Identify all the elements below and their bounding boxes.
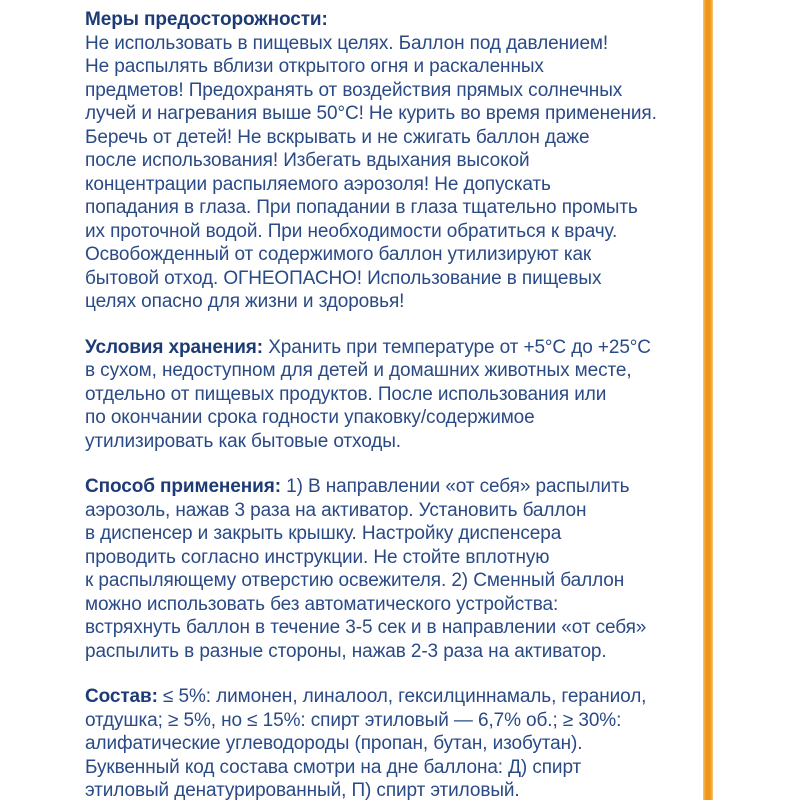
text-line: утилизировать как бытовые отходы. xyxy=(85,430,401,452)
text-run: 1) В направлении «от себя» распылить xyxy=(286,476,630,497)
text-line: встряхнуть баллон в течение 3-5 сек и в направлении «от себя» xyxy=(85,617,647,638)
orange-accent-line xyxy=(703,0,713,800)
text-line: концентрации распыляемого аэрозоля! Не допускать xyxy=(85,173,551,195)
text-run: Хранить при температуре от +5°C до +25°C xyxy=(268,336,651,358)
text-line: можно использовать без автоматического устройства: xyxy=(85,593,559,615)
text-line: проводить согласно инструкции. Не стойте вплотную xyxy=(85,546,550,568)
text-line: целях опасно для жизни и здоровья! xyxy=(85,291,405,312)
text-line: Беречь от детей! Не вскрывать и не сжигать баллон даже xyxy=(85,126,590,148)
text-line: к распыляющему отверстию освежителя. 2) Сменный баллон xyxy=(85,570,625,591)
text-line xyxy=(85,475,657,499)
text-line: после использования! Избегать вдыхания высокой xyxy=(85,150,530,171)
text-line: лучей и нагревания выше 50°C! Не курить во время применения. xyxy=(85,103,657,124)
text-run: ≤ 5%: лимонен, линалоол, гексилциннамаль, гераниол, xyxy=(163,686,647,707)
text-line: предметов! Предохранять от воздействия прямых солнечных xyxy=(85,79,623,101)
precautions-heading: Меры предосторожности: xyxy=(85,9,328,30)
text-line: бытовой отход. ОГНЕОПАСНО! Использование в пищевых xyxy=(85,267,602,289)
section-precautions xyxy=(85,8,657,314)
text-line: распылить в разные стороны, нажав 2-3 раза на активатор. xyxy=(85,640,607,662)
text-line: Не распылять вблизи открытого огня и раскаленных xyxy=(85,56,544,77)
text-line: попадания в глаза. При попадании в глаза тщательно промыть xyxy=(85,197,638,218)
text-line: отдельно от пищевых продуктов. После использования или xyxy=(85,383,607,405)
text-line: алифатические углеводороды (пропан, бутан, изобутан). xyxy=(85,733,583,754)
text-line: Буквенный код состава смотри на дне баллона: Д) спирт xyxy=(85,756,582,778)
usage-heading: Способ применения: xyxy=(85,476,281,497)
storage-heading: Условия хранения: xyxy=(85,336,263,358)
text-line: аэрозоль, нажав 3 раза на активатор. Установить баллон xyxy=(85,499,587,521)
text-line: в сухом, недоступном для детей и домашних животных месте, xyxy=(85,360,632,381)
text-line xyxy=(85,685,657,709)
section-usage xyxy=(85,475,657,663)
text-line: по окончании срока годности упаковку/содержимое xyxy=(85,407,535,428)
text-line: отдушка; ≥ 5%, но ≤ 15%: спирт этиловый — 6,7% об.; ≥ 30%: xyxy=(85,709,622,731)
text-line: в диспенсер и закрыть крышку. Настройку диспенсера xyxy=(85,523,562,544)
label-text-block xyxy=(85,8,657,800)
section-storage xyxy=(85,336,657,454)
composition-heading: Состав: xyxy=(85,686,158,707)
text-line: их проточной водой. При необходимости обратиться к врачу. xyxy=(85,220,618,242)
text-line: этиловый денатурированный, П) спирт этиловый. xyxy=(85,780,520,800)
text-line xyxy=(85,336,657,360)
text-line: Освобожденный от содержимого баллон утилизируют как xyxy=(85,244,592,265)
text-line: Не использовать в пищевых целях. Баллон под давлением! xyxy=(85,32,609,54)
section-composition xyxy=(85,685,657,800)
